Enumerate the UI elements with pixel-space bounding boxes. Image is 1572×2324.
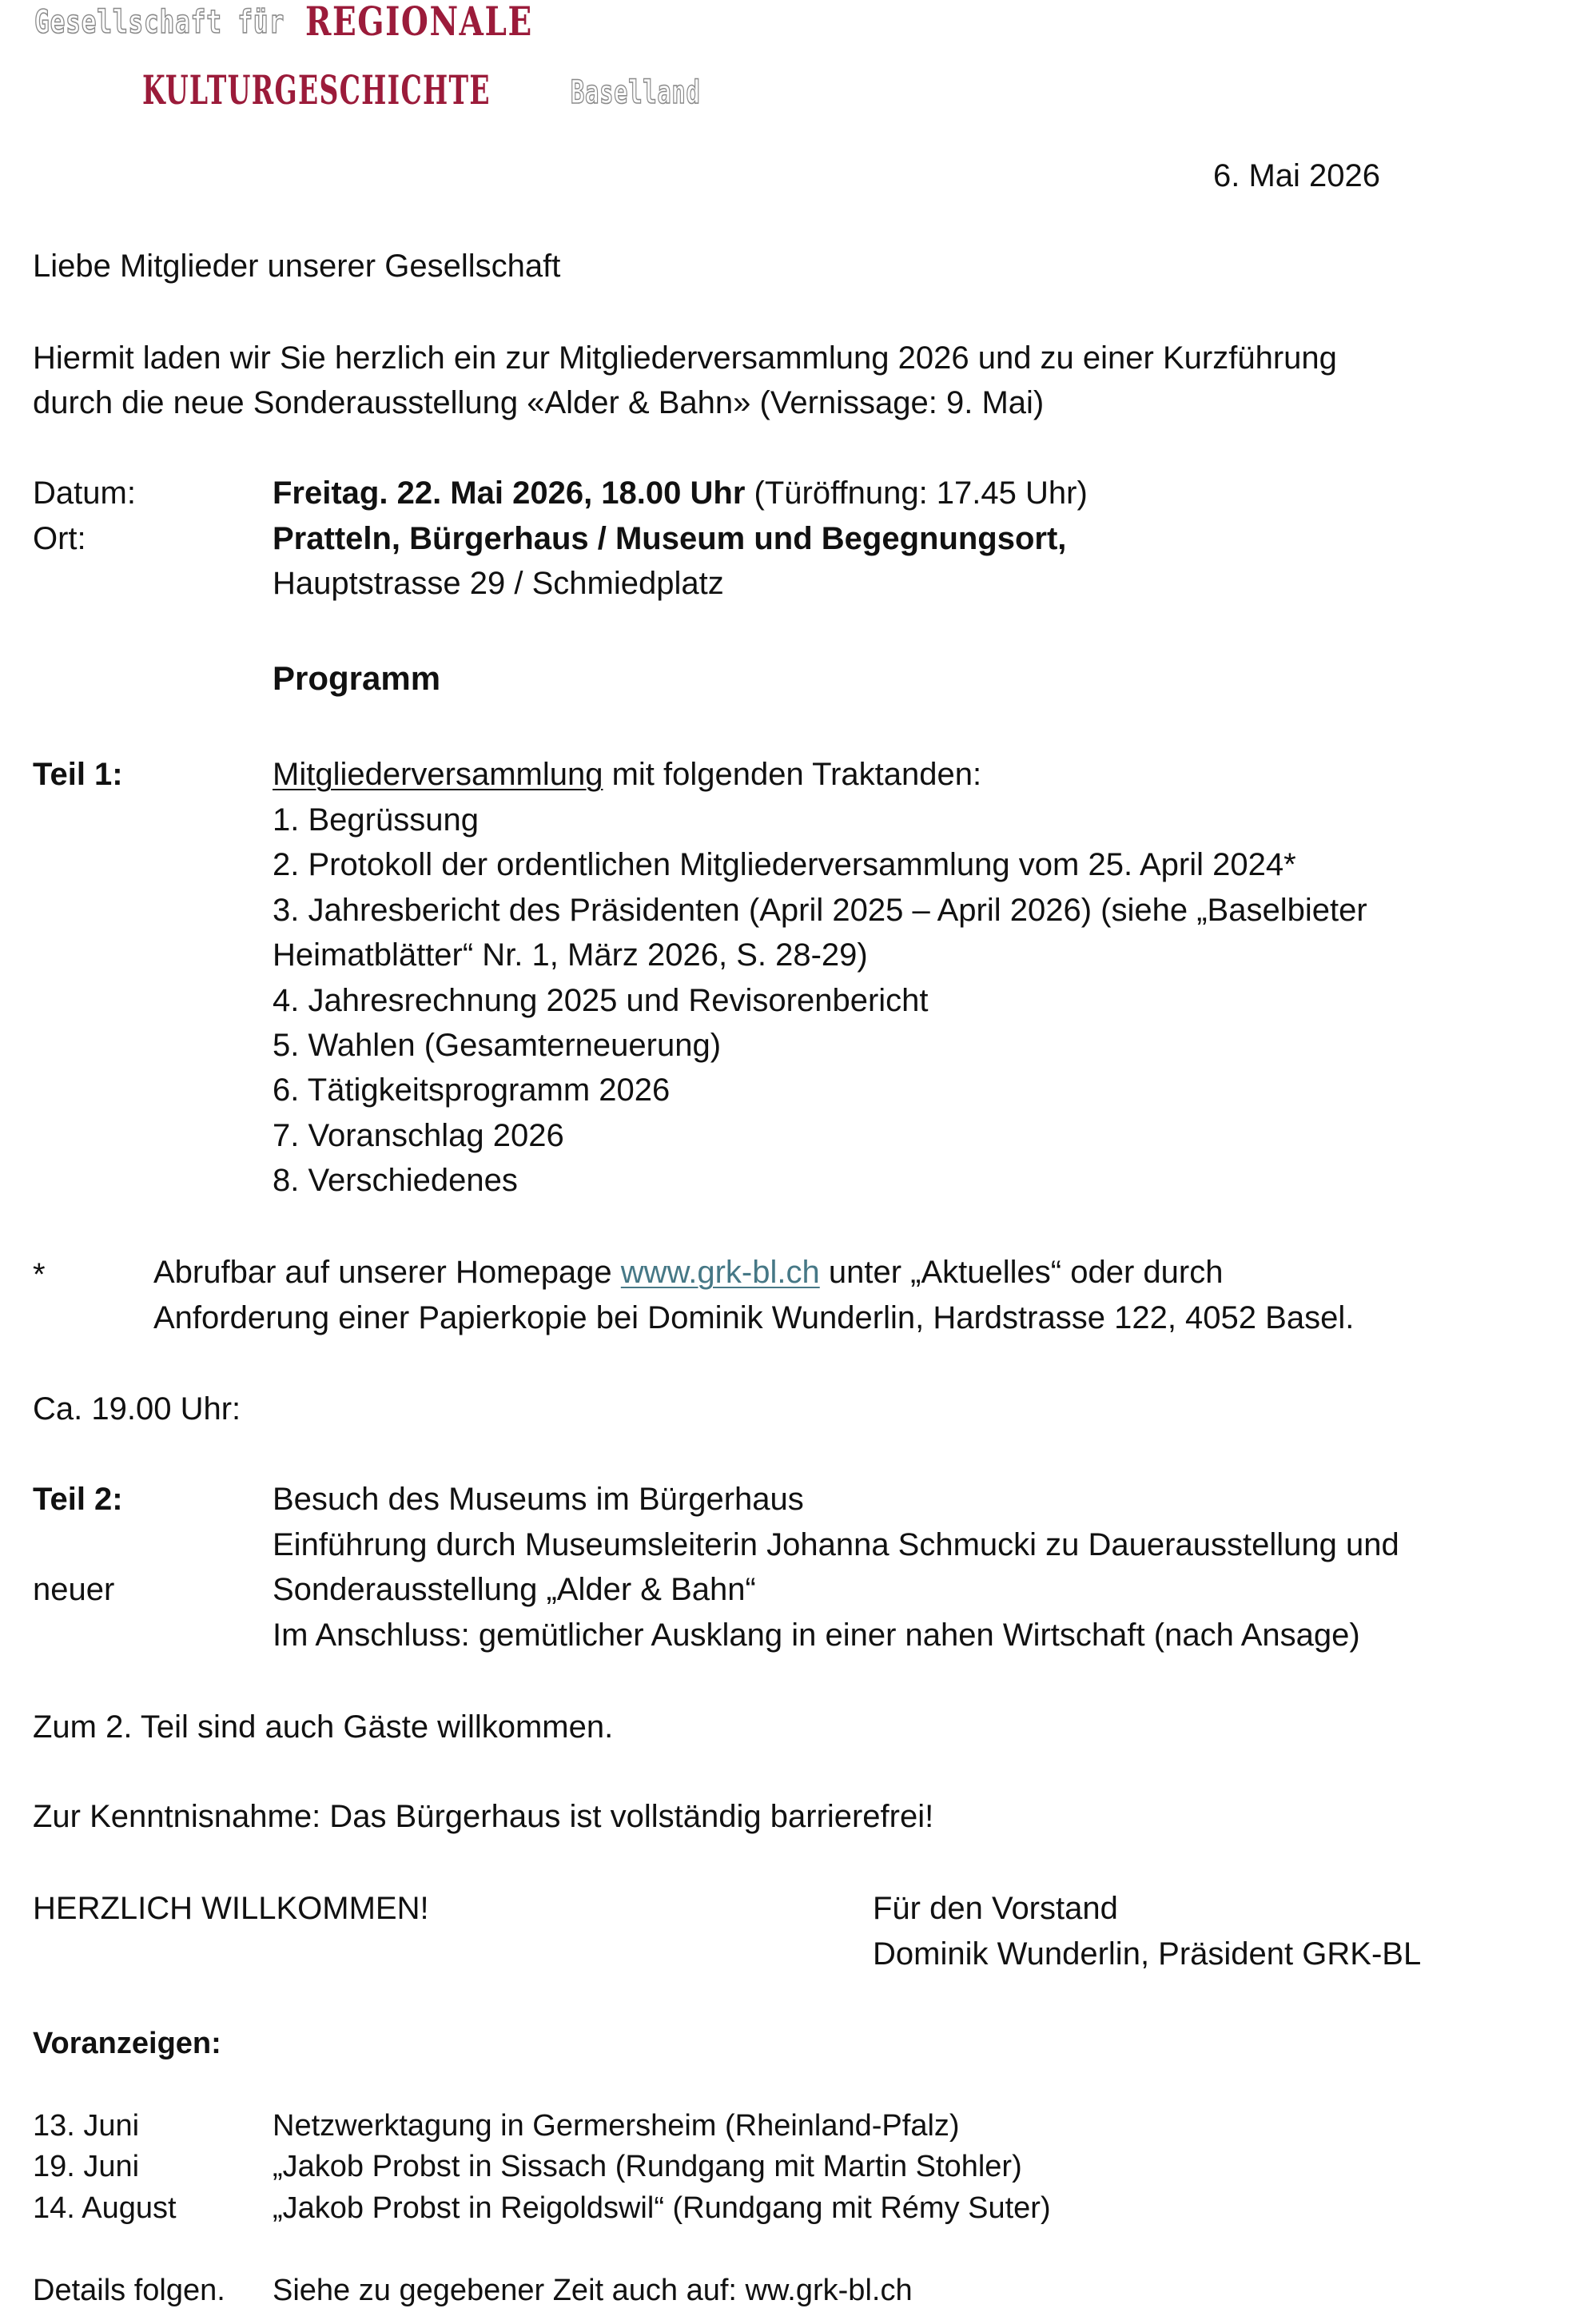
agenda-item: 2. Protokoll der ordentlichen Mitgliederversammlung vom 25. April 2024* [273, 847, 1296, 882]
intro-line-1: Hiermit laden wir Sie herzlich ein zur Mitgliederversammlung 2026 und zu einer Kurzführung [33, 340, 1337, 376]
signature-line-1: Für den Vorstand [873, 1891, 1118, 1926]
announcement-date: 13. Juni [33, 2109, 140, 2143]
guests-note: Zum 2. Teil sind auch Gäste willkommen. [33, 1709, 614, 1745]
homepage-link[interactable]: www.grk-bl.ch [620, 1255, 820, 1290]
programm-heading: Programm [273, 659, 441, 697]
ort-value: Pratteln, Bürgerhaus / Museum und Begegnungsort, [273, 521, 1067, 556]
teil2-line: Im Anschluss: gemütlicher Ausklang in einer nahen Wirtschaft (nach Ansage) [273, 1618, 1360, 1653]
salutation: Liebe Mitglieder unserer Gesellschaft [33, 249, 561, 284]
welcome-text: HERZLICH WILLKOMMEN! [33, 1891, 429, 1926]
logo-line2-suffix: Baselland [571, 74, 701, 111]
intro-line-2: durch die neue Sonderausstellung «Alder & Bahn» (Vernissage: 9. Mai) [33, 385, 1045, 420]
ort-label: Ort: [33, 521, 86, 556]
announcements-heading: Voranzeigen: [33, 2027, 221, 2060]
teil1-intro-underlined: Mitgliederversammlung [273, 757, 603, 792]
datum-value-main: Freitag. 22. Mai 2026, 18.00 Uhr [273, 476, 746, 511]
agenda-item: 3. Jahresbericht des Präsidenten (April 2025 – April 2026) (siehe „Baselbieter [273, 893, 1367, 928]
agenda-item: 6. Tätigkeitsprogramm 2026 [273, 1072, 671, 1108]
footnote-text-before: Abrufbar auf unserer Homepage [153, 1255, 621, 1290]
logo-line2-main: KULTURGESCHICHTE [142, 66, 491, 113]
datum-value [273, 475, 1088, 511]
agenda-item-continuation: Heimatblätter“ Nr. 1, März 2026, S. 28-29) [273, 937, 868, 973]
logo-line1-prefix: Gesellschaft für [34, 4, 285, 41]
accessibility-note: Zur Kenntnisnahme: Das Bürgerhaus ist vollständig barrierefrei! [33, 1799, 934, 1834]
agenda-item: 8. Verschiedenes [273, 1163, 518, 1198]
teil2-line: Besuch des Museums im Bürgerhaus [273, 1482, 804, 1517]
announcement-text: „Jakob Probst in Sissach (Rundgang mit Martin Stohler) [273, 2150, 1022, 2183]
agenda-item: 7. Voranschlag 2026 [273, 1118, 564, 1153]
announcement-text: „Jakob Probst in Reigoldswil“ (Rundgang mit Rémy Suter) [273, 2191, 1051, 2225]
teil1-label: Teil 1: [33, 757, 123, 792]
agenda-item: 5. Wahlen (Gesamterneuerung) [273, 1028, 722, 1063]
announcement-text: Netzwerktagung in Germersheim (Rheinland-Pfalz) [273, 2109, 960, 2143]
datum-value-doors: (Türöffnung: 17.45 Uhr) [745, 476, 1088, 511]
teil2-side-note: neuer [33, 1572, 115, 1607]
teil2-line: Sonderausstellung „Alder & Bahn“ [273, 1572, 756, 1607]
letter-date: 6. Mai 2026 [1213, 158, 1381, 193]
agenda-item: 1. Begrüssung [273, 802, 479, 838]
agenda-item: 4. Jahresrechnung 2025 und Revisorenbericht [273, 983, 929, 1018]
time-label: Ca. 19.00 Uhr: [33, 1391, 241, 1427]
announcement-date: 14. August [33, 2191, 177, 2225]
teil1-intro-rest: mit folgenden Traktanden: [603, 757, 982, 792]
logo-line1-main: REGIONALE [305, 0, 533, 45]
footnote-line-2: Anforderung einer Papierkopie bei Dominik Wunderlin, Hardstrasse 122, 4052 Basel. [153, 1300, 1355, 1335]
teil2-line: Einführung durch Museumsleiterin Johanna Schmucki zu Dauerausstellung und [273, 1527, 1399, 1562]
footnote-line-1 [153, 1254, 1223, 1291]
announcement-date: 19. Juni [33, 2150, 140, 2183]
details-text: Siehe zu gegebener Zeit auch auf: ww.grk-bl.ch [273, 2274, 913, 2307]
teil1-intro [273, 756, 981, 793]
details-label: Details folgen. [33, 2274, 225, 2307]
footnote-text-after: unter „Aktuelles“ oder durch [819, 1255, 1224, 1290]
ort-address: Hauptstrasse 29 / Schmiedplatz [273, 566, 724, 601]
teil2-label: Teil 2: [33, 1482, 123, 1517]
society-logo [0, 0, 767, 120]
datum-label: Datum: [33, 476, 136, 511]
footnote-marker: * [33, 1257, 46, 1292]
signature-line-2: Dominik Wunderlin, Präsident GRK-BL [873, 1936, 1422, 1972]
